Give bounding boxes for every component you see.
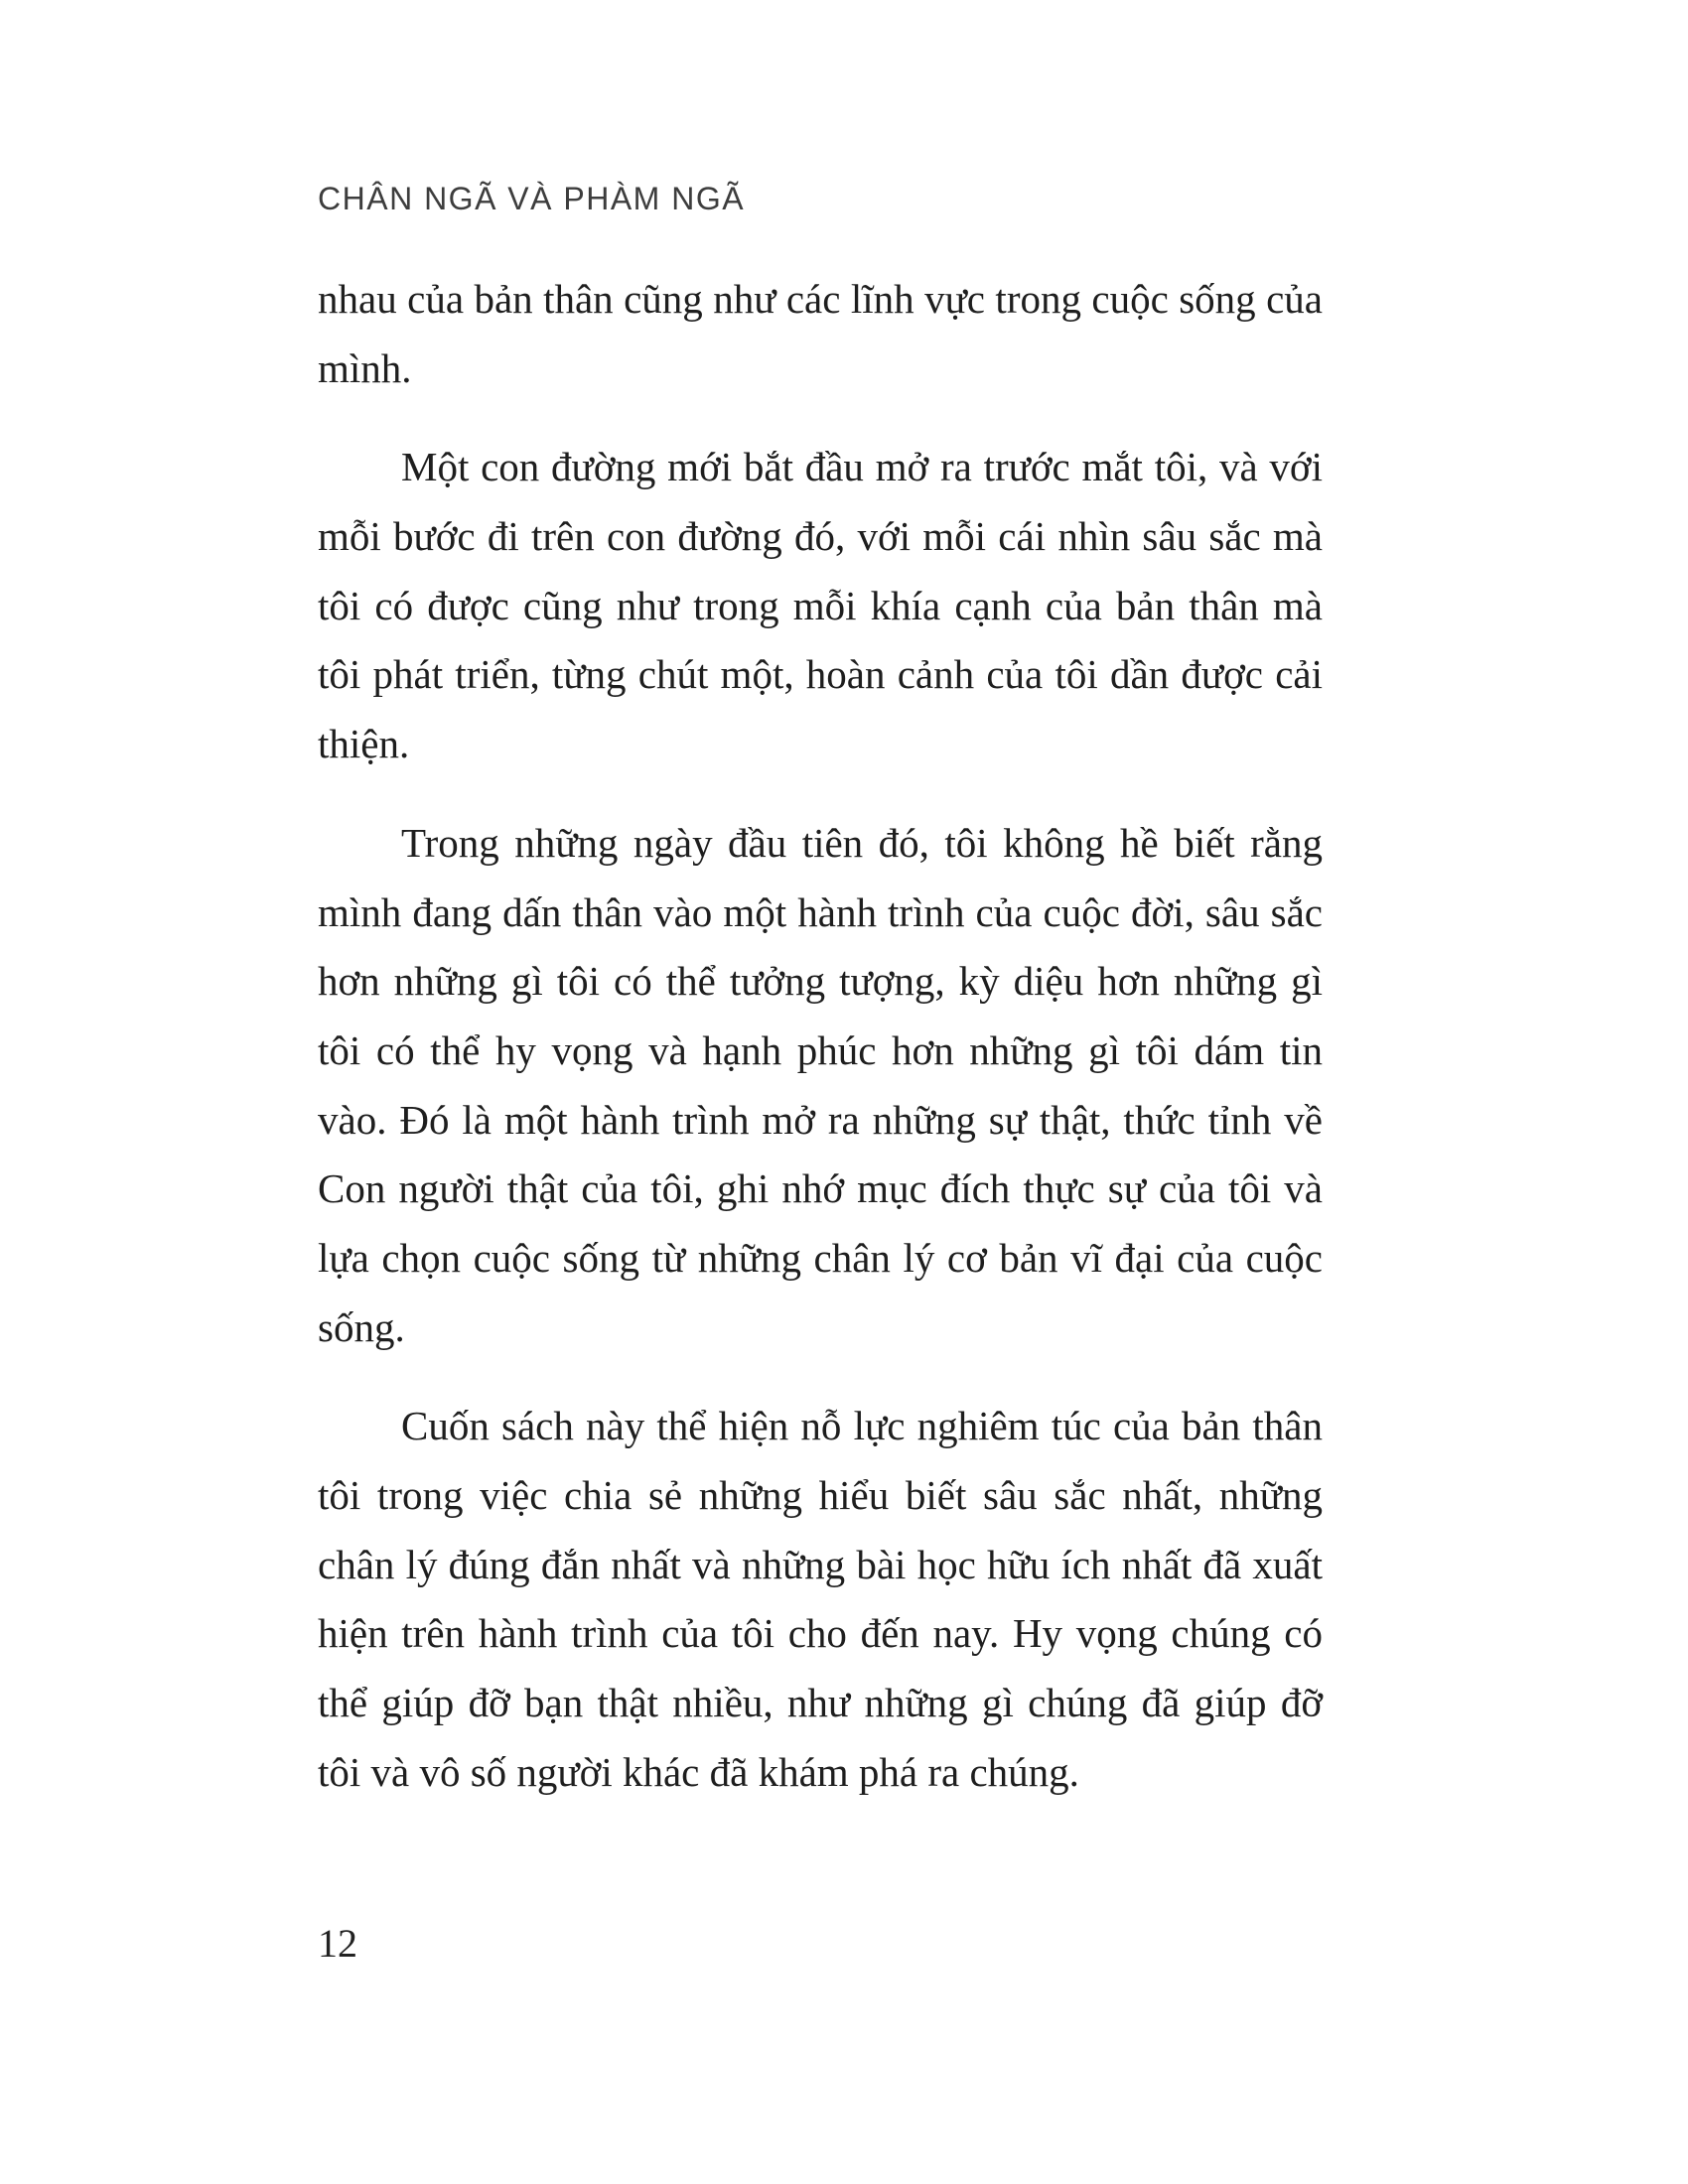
- paragraph: Một con đường mới bắt đầu mở ra trước mắt tôi, và với mỗi bước đi trên con đường đó, với mỗi cái nhìn sâu sắc mà tôi có được cũng như trong mỗi khía cạnh của bản thân mà tôi phát triển, từng chút một, hoàn cảnh của tôi dần được cải thiện.: [318, 444, 1323, 767]
- page-body: [318, 265, 1323, 1807]
- paragraph: Cuốn sách này thể hiện nỗ lực nghiêm túc của bản thân tôi trong việc chia sẻ những hiểu biết sâu sắc nhất, những chân lý đúng đắn nhất và những bài học hữu ích nhất đã xuất hiện trên hành trình của tôi cho đến nay. Hy vọng chúng có thể giúp đỡ bạn thật nhiều, như những gì chúng đã giúp đỡ tôi và vô số người khác đã khám phá ra chúng.: [318, 1403, 1323, 1795]
- page-number: 12: [318, 1921, 357, 1966]
- text-column: [318, 181, 1323, 1837]
- paragraph: nhau của bản thân cũng như các lĩnh vực trong cuộc sống của mình.: [318, 276, 1323, 391]
- running-header: CHÂN NGÃ VÀ PHÀM NGÃ: [318, 181, 746, 216]
- paragraph: Trong những ngày đầu tiên đó, tôi không hề biết rằng mình đang dấn thân vào một hành trình của cuộc đời, sâu sắc hơn những gì tôi có thể tưởng tượng, kỳ diệu hơn những gì tôi có thể hy vọng và hạnh phúc hơn những gì tôi dám tin vào. Đó là một hành trình mở ra những sự thật, thức tỉnh về Con người thật của tôi, ghi nhớ mục đích thực sự của tôi và lựa chọn cuộc sống từ những chân lý cơ bản vĩ đại của cuộc sống.: [318, 819, 1323, 1350]
